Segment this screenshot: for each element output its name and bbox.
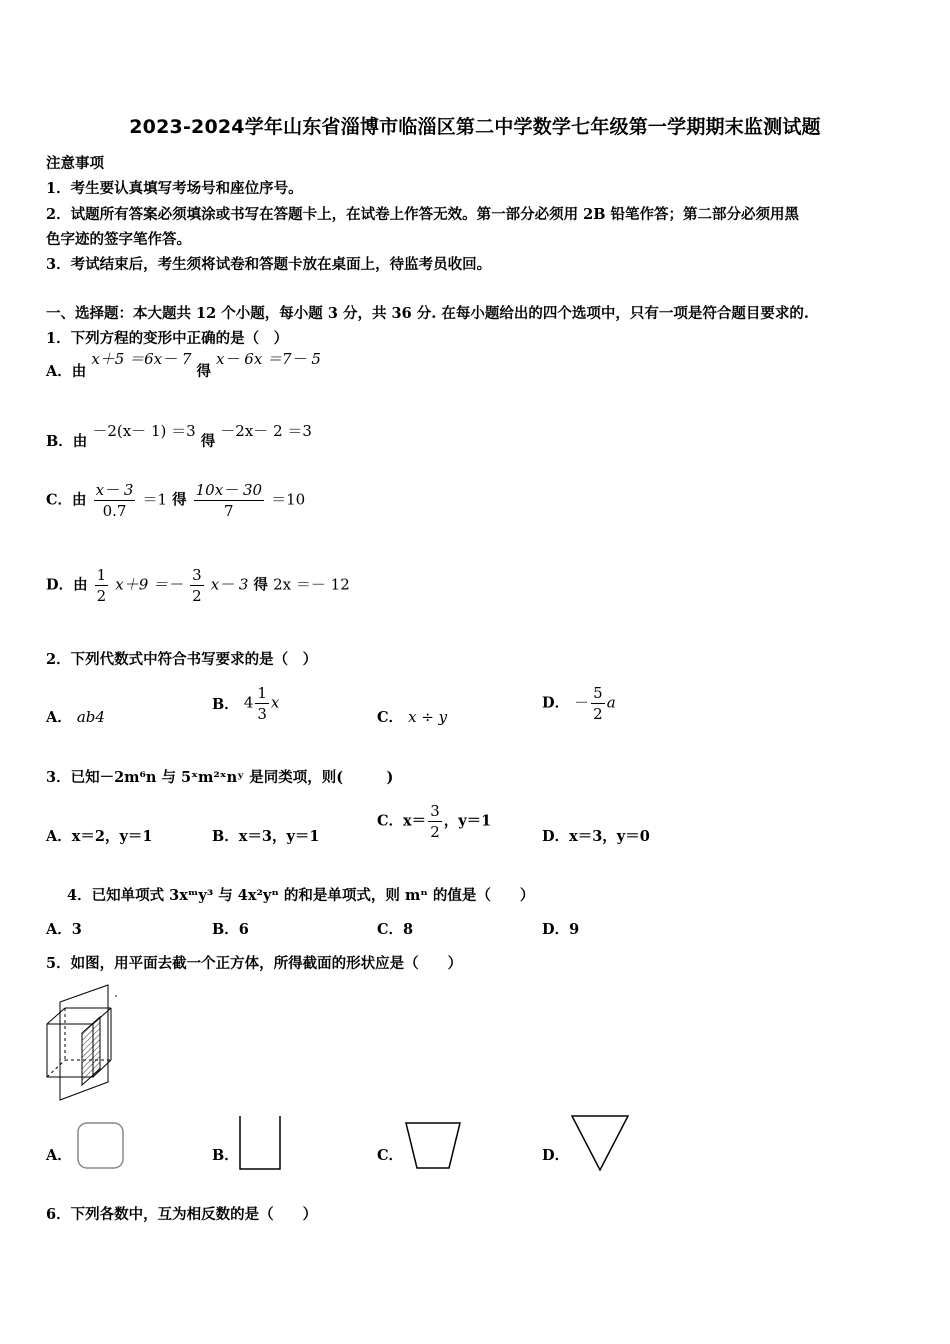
fraction: $\frac{5}{2}$ xyxy=(593,684,603,723)
cube-section-figure xyxy=(44,982,124,1104)
equation-right: 2x ＝－ 12 xyxy=(273,575,350,594)
q4-option-d[interactable]: D．9 xyxy=(542,921,580,938)
q3-option-b[interactable]: B．x＝3，y＝1 xyxy=(212,828,320,845)
fraction: $\frac{3}{2}$ xyxy=(430,802,440,841)
rounded-square-shape xyxy=(76,1121,126,1171)
notice-item: 3．考试结束后，考生须将试卷和答题卡放在桌面上，待监考员收回。 xyxy=(46,256,492,273)
expression: x ÷ y xyxy=(408,708,448,726)
equation-left: x＋5 ＝6x－ 7 xyxy=(91,350,192,368)
equation-middle: x＋9 ＝－ xyxy=(115,575,184,594)
trapezoid-shape xyxy=(403,1120,463,1172)
q5-option-c[interactable] xyxy=(377,1144,403,1165)
equation-tail: x－ 3 xyxy=(210,575,249,594)
equals-one: ＝1 xyxy=(142,490,167,509)
question-1-stem: 1．下列方程的变形中正确的是（ ） xyxy=(46,330,289,347)
option-label: D． xyxy=(542,694,570,712)
equation-right: x－ 6x ＝7－ 5 xyxy=(216,350,321,368)
option-label: C．由 xyxy=(46,491,87,509)
variable: a xyxy=(606,693,616,712)
q3-option-d[interactable]: D．x＝3，y＝0 xyxy=(542,828,650,845)
option-label: C． xyxy=(377,1147,404,1164)
de-text: 得 xyxy=(196,363,211,380)
rectangle-shape xyxy=(236,1114,284,1172)
triangle-shape xyxy=(569,1113,631,1173)
q1-option-d[interactable] xyxy=(46,565,350,606)
option-label: C． xyxy=(377,709,404,726)
question-4-stem: 4．已知单项式 3xᵐy³ 与 4x²yⁿ 的和是单项式，则 mⁿ 的值是（ ） xyxy=(67,887,535,904)
notice-heading: 注意事项 xyxy=(46,155,104,172)
option-label: C．x＝ xyxy=(377,812,427,830)
equation-left: －2(x－ 1) ＝3 xyxy=(92,422,196,440)
question-2-stem: 2．下列代数式中符合书写要求的是（ ） xyxy=(46,651,318,668)
q2-option-b[interactable] xyxy=(212,683,279,724)
q5-option-b[interactable] xyxy=(212,1144,239,1165)
question-6-stem: 6．下列各数中，互为相反数的是（ ） xyxy=(46,1206,318,1223)
q1-option-c[interactable] xyxy=(46,480,305,521)
option-label: B． xyxy=(212,1147,239,1164)
q5-option-a[interactable] xyxy=(46,1144,72,1165)
whole-part: 4 xyxy=(243,693,254,712)
option-label: D．由 xyxy=(46,576,88,594)
option-tail: ，y＝1 xyxy=(443,812,492,830)
de-text: 得 xyxy=(200,433,216,450)
option-label: D． xyxy=(542,1147,570,1164)
question-5-stem: 5．如图，用平面去截一个正方体，所得截面的形状应是（ ） xyxy=(46,955,463,972)
q2-option-a[interactable] xyxy=(46,706,105,727)
fraction: $\frac{1}{3}$ xyxy=(257,684,267,723)
option-label: A． xyxy=(46,709,72,726)
option-label: B． xyxy=(212,695,239,713)
q4-option-b[interactable]: B．6 xyxy=(212,921,249,938)
page-title: 2023-2024学年山东省淄博市临淄区第二中学数学七年级第一学期期末监测试题 xyxy=(129,116,821,138)
notice-item: 色字迹的签字笔作答。 xyxy=(46,231,191,248)
q5-option-d[interactable] xyxy=(542,1144,569,1165)
q2-option-c[interactable] xyxy=(377,706,447,727)
q3-option-a[interactable]: A．x＝2，y＝1 xyxy=(46,828,153,845)
q3-option-c[interactable] xyxy=(377,801,491,842)
equation-right: －2x－ 2 ＝3 xyxy=(220,422,312,440)
question-3-stem: 3．已知－2m⁶n 与 5ˣm²ˣnʸ 是同类项，则( ) xyxy=(46,769,394,786)
q2-option-d[interactable] xyxy=(542,683,616,724)
variable: x xyxy=(270,693,280,712)
option-label: A．由 xyxy=(46,363,87,380)
q4-option-a[interactable]: A．3 xyxy=(46,921,82,938)
notice-item: 1．考生要认真填写考场号和座位序号。 xyxy=(46,180,303,197)
fraction: $\frac{1}{2}$ xyxy=(96,566,107,605)
fraction: $\frac{3}{2}$ xyxy=(192,566,202,605)
de-text: 得 xyxy=(172,491,187,509)
equals-ten: ＝10 xyxy=(271,490,306,509)
fraction: $\frac{x- 3}{0.7}$ xyxy=(95,481,134,520)
sign: － xyxy=(574,693,590,712)
section-heading: 一、选择题：本大题共 12 个小题，每小题 3 分，共 36 分. 在每小题给出的四个选项中，只有一项是符合题目要求的. xyxy=(46,305,809,322)
option-label: A． xyxy=(46,1147,72,1164)
option-label: B．由 xyxy=(46,433,88,450)
fraction: $\frac{10x- 30}{7}$ xyxy=(195,481,263,520)
q1-option-b[interactable] xyxy=(46,422,312,451)
q1-option-a[interactable] xyxy=(46,350,321,381)
q4-option-c[interactable]: C．8 xyxy=(377,921,414,938)
expression: ab4 xyxy=(76,708,105,726)
de-text: 得 xyxy=(253,576,269,594)
notice-item: 2．试题所有答案必须填涂或书写在答题卡上，在试卷上作答无效。第一部分必须用 2B 铅笔作答；第二部分必须用黑 xyxy=(46,206,800,223)
